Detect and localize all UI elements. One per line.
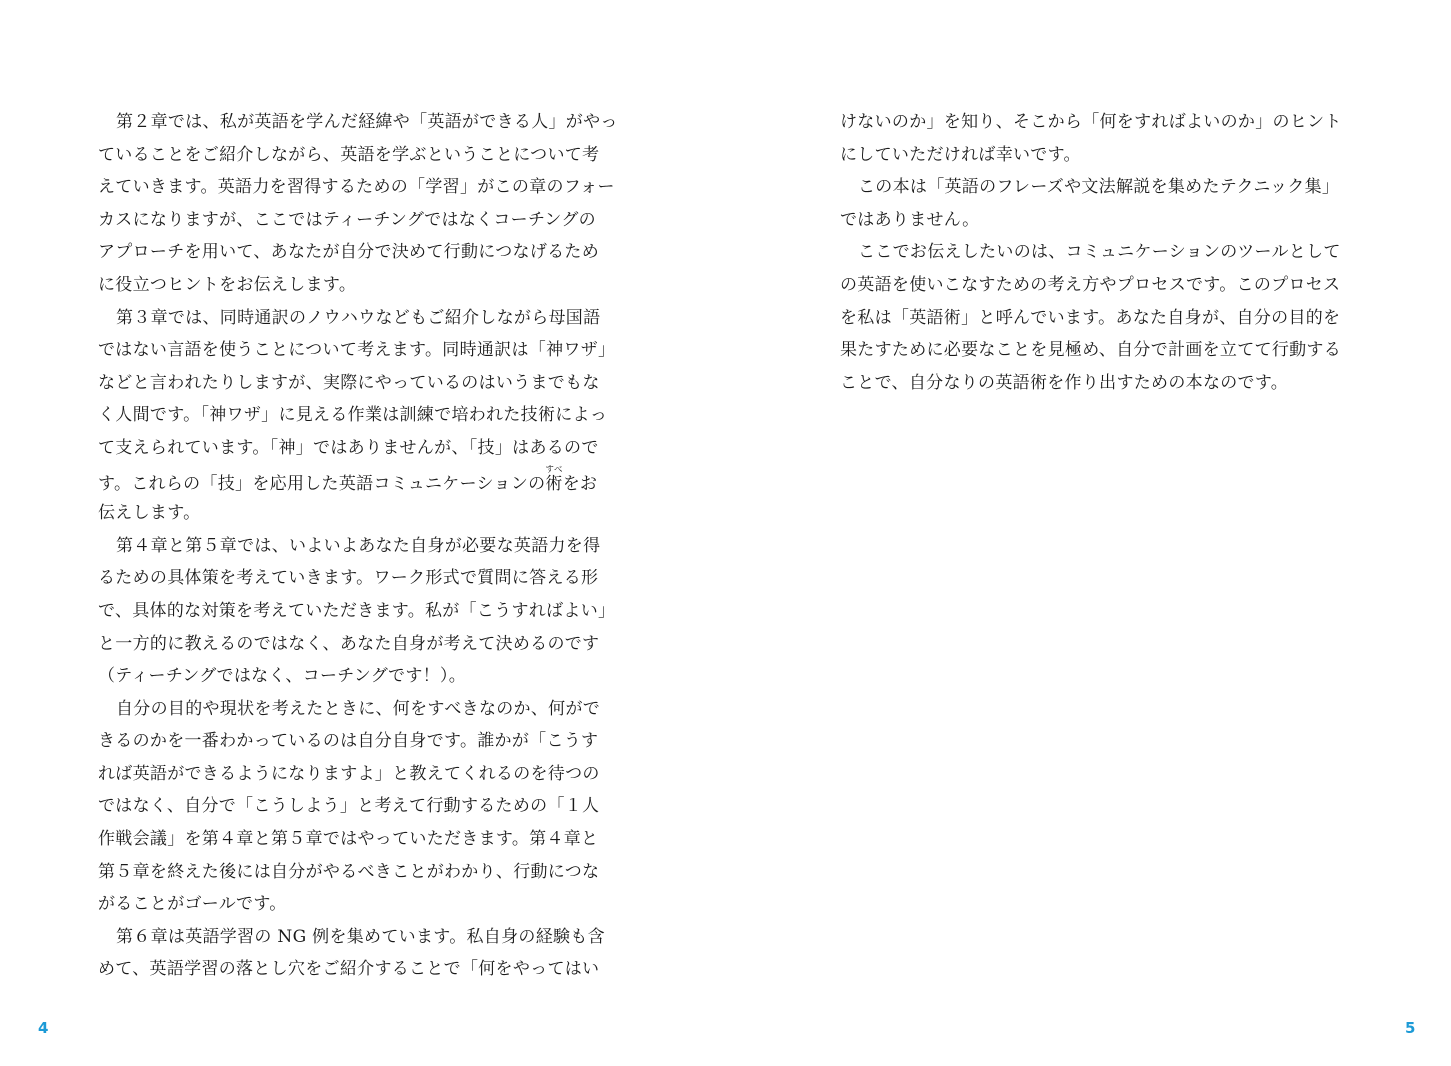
text-line: 第５章を終えた後には自分がやるべきことがわかり、行動につな (98, 861, 600, 882)
text-line: 第２章では、私が英語を学んだ経緯や「英語ができる人」がやっ (116, 112, 618, 132)
text-line: めて、英語学習の落とし穴をご紹介することで「何をやってはい (98, 959, 600, 980)
text-line: アプローチを用いて、あなたが自分で決めて行動につなげるため (98, 242, 600, 263)
left-body-text (98, 106, 618, 986)
right-page-number: 5 (1405, 1019, 1416, 1037)
text-line: （ティーチングではなく、コーチングです！）。 (98, 666, 467, 687)
text-line: ていることをご紹介しながら、英語を学ぶということについて考 (98, 144, 600, 165)
text-line: ここでお伝えしたいのは、コミュニケーションのツールとして (858, 242, 1341, 263)
text-line: て支えられています。「神」ではありませんが、「技」はあるので (98, 437, 599, 458)
text-line: きるのかを一番わかっているのは自分自身です。誰かが「こうす (98, 731, 599, 752)
right-body-text (840, 106, 1360, 399)
text-line: 果たすために必要なことを見極め、自分で計画を立てて行動する (840, 340, 1342, 361)
left-page-number: 4 (38, 1019, 49, 1037)
text-line: を私は「英語術」と呼んでいます。あなた自身が、自分の目的を (840, 307, 1341, 328)
text-line: 自分の目的や現状を考えたときに、何をすべきなのか、何がで (116, 698, 601, 719)
text-line: えていきます。英語力を習得するための「学習」がこの章のフォー (98, 177, 615, 198)
text-line: 伝えします。 (98, 503, 201, 524)
text-line: にしていただければ幸いです。 (840, 144, 1081, 165)
text-line: 第３章では、同時通訳のノウハウなどもご紹介しながら母国語 (116, 307, 601, 328)
text-line: の英語を使いこなすための考え方やプロセスです。このプロセス (840, 274, 1341, 295)
text-line: がることがゴールです。 (98, 894, 287, 915)
text-line: ことで、自分なりの英語術を作り出すための本なのです。 (840, 372, 1289, 393)
text-line: と一方的に教えるのではなく、あなた自身が考えて決めるのです (98, 633, 600, 654)
text-line: で、具体的な対策を考えていただきます。私が「こうすればよい」 (98, 600, 616, 621)
ruby-reading: すべ (545, 464, 563, 475)
text-line: に役立つヒントをお伝えします。 (98, 274, 357, 295)
text-line: この本は「英語のフレーズや文法解説を集めたテクニック集」 (858, 177, 1340, 198)
text-line: るための具体策を考えていきます。ワーク形式で質問に答える形 (98, 568, 599, 589)
text-line: 第６章は英語学習の NG 例を集めています。私自身の経験も含 (116, 926, 605, 947)
text-line: 第４章と第５章では、いよいよあなた自身が必要な英語力を得 (116, 535, 601, 556)
text-line: などと言われたりしますが、実際にやっているのはいうまでもな (98, 372, 600, 393)
text-line: ではない言語を使うことについて考えます。同時通訳は「神ワザ」 (98, 340, 616, 361)
text-line: けないのか」を知り、そこから「何をすればよいのか」のヒント (840, 112, 1342, 132)
text-line: 作戦会議」を第４章と第５章ではやっていただきます。第４章と (98, 829, 599, 850)
text-line: く人間です。「神ワザ」に見える作業は訓練で培われた技術によっ (98, 405, 608, 426)
text-line: カスになりますが、ここではティーチングではなくコーチングの (98, 209, 596, 230)
ruby-annotation: 術すべ (545, 464, 563, 494)
right-page (725, 0, 1451, 1066)
text-line: ではなく、自分で「こうしよう」と考えて行動するための「１人 (98, 796, 600, 817)
text-line: れば英語ができるようになりますよ」と教えてくれるのを待つの (98, 763, 600, 784)
text-line: ではありません。 (840, 209, 980, 230)
text-line: す。これらの「技」を応用した英語コミュニケーションの術すべをお (98, 464, 598, 494)
left-page (0, 0, 725, 1066)
